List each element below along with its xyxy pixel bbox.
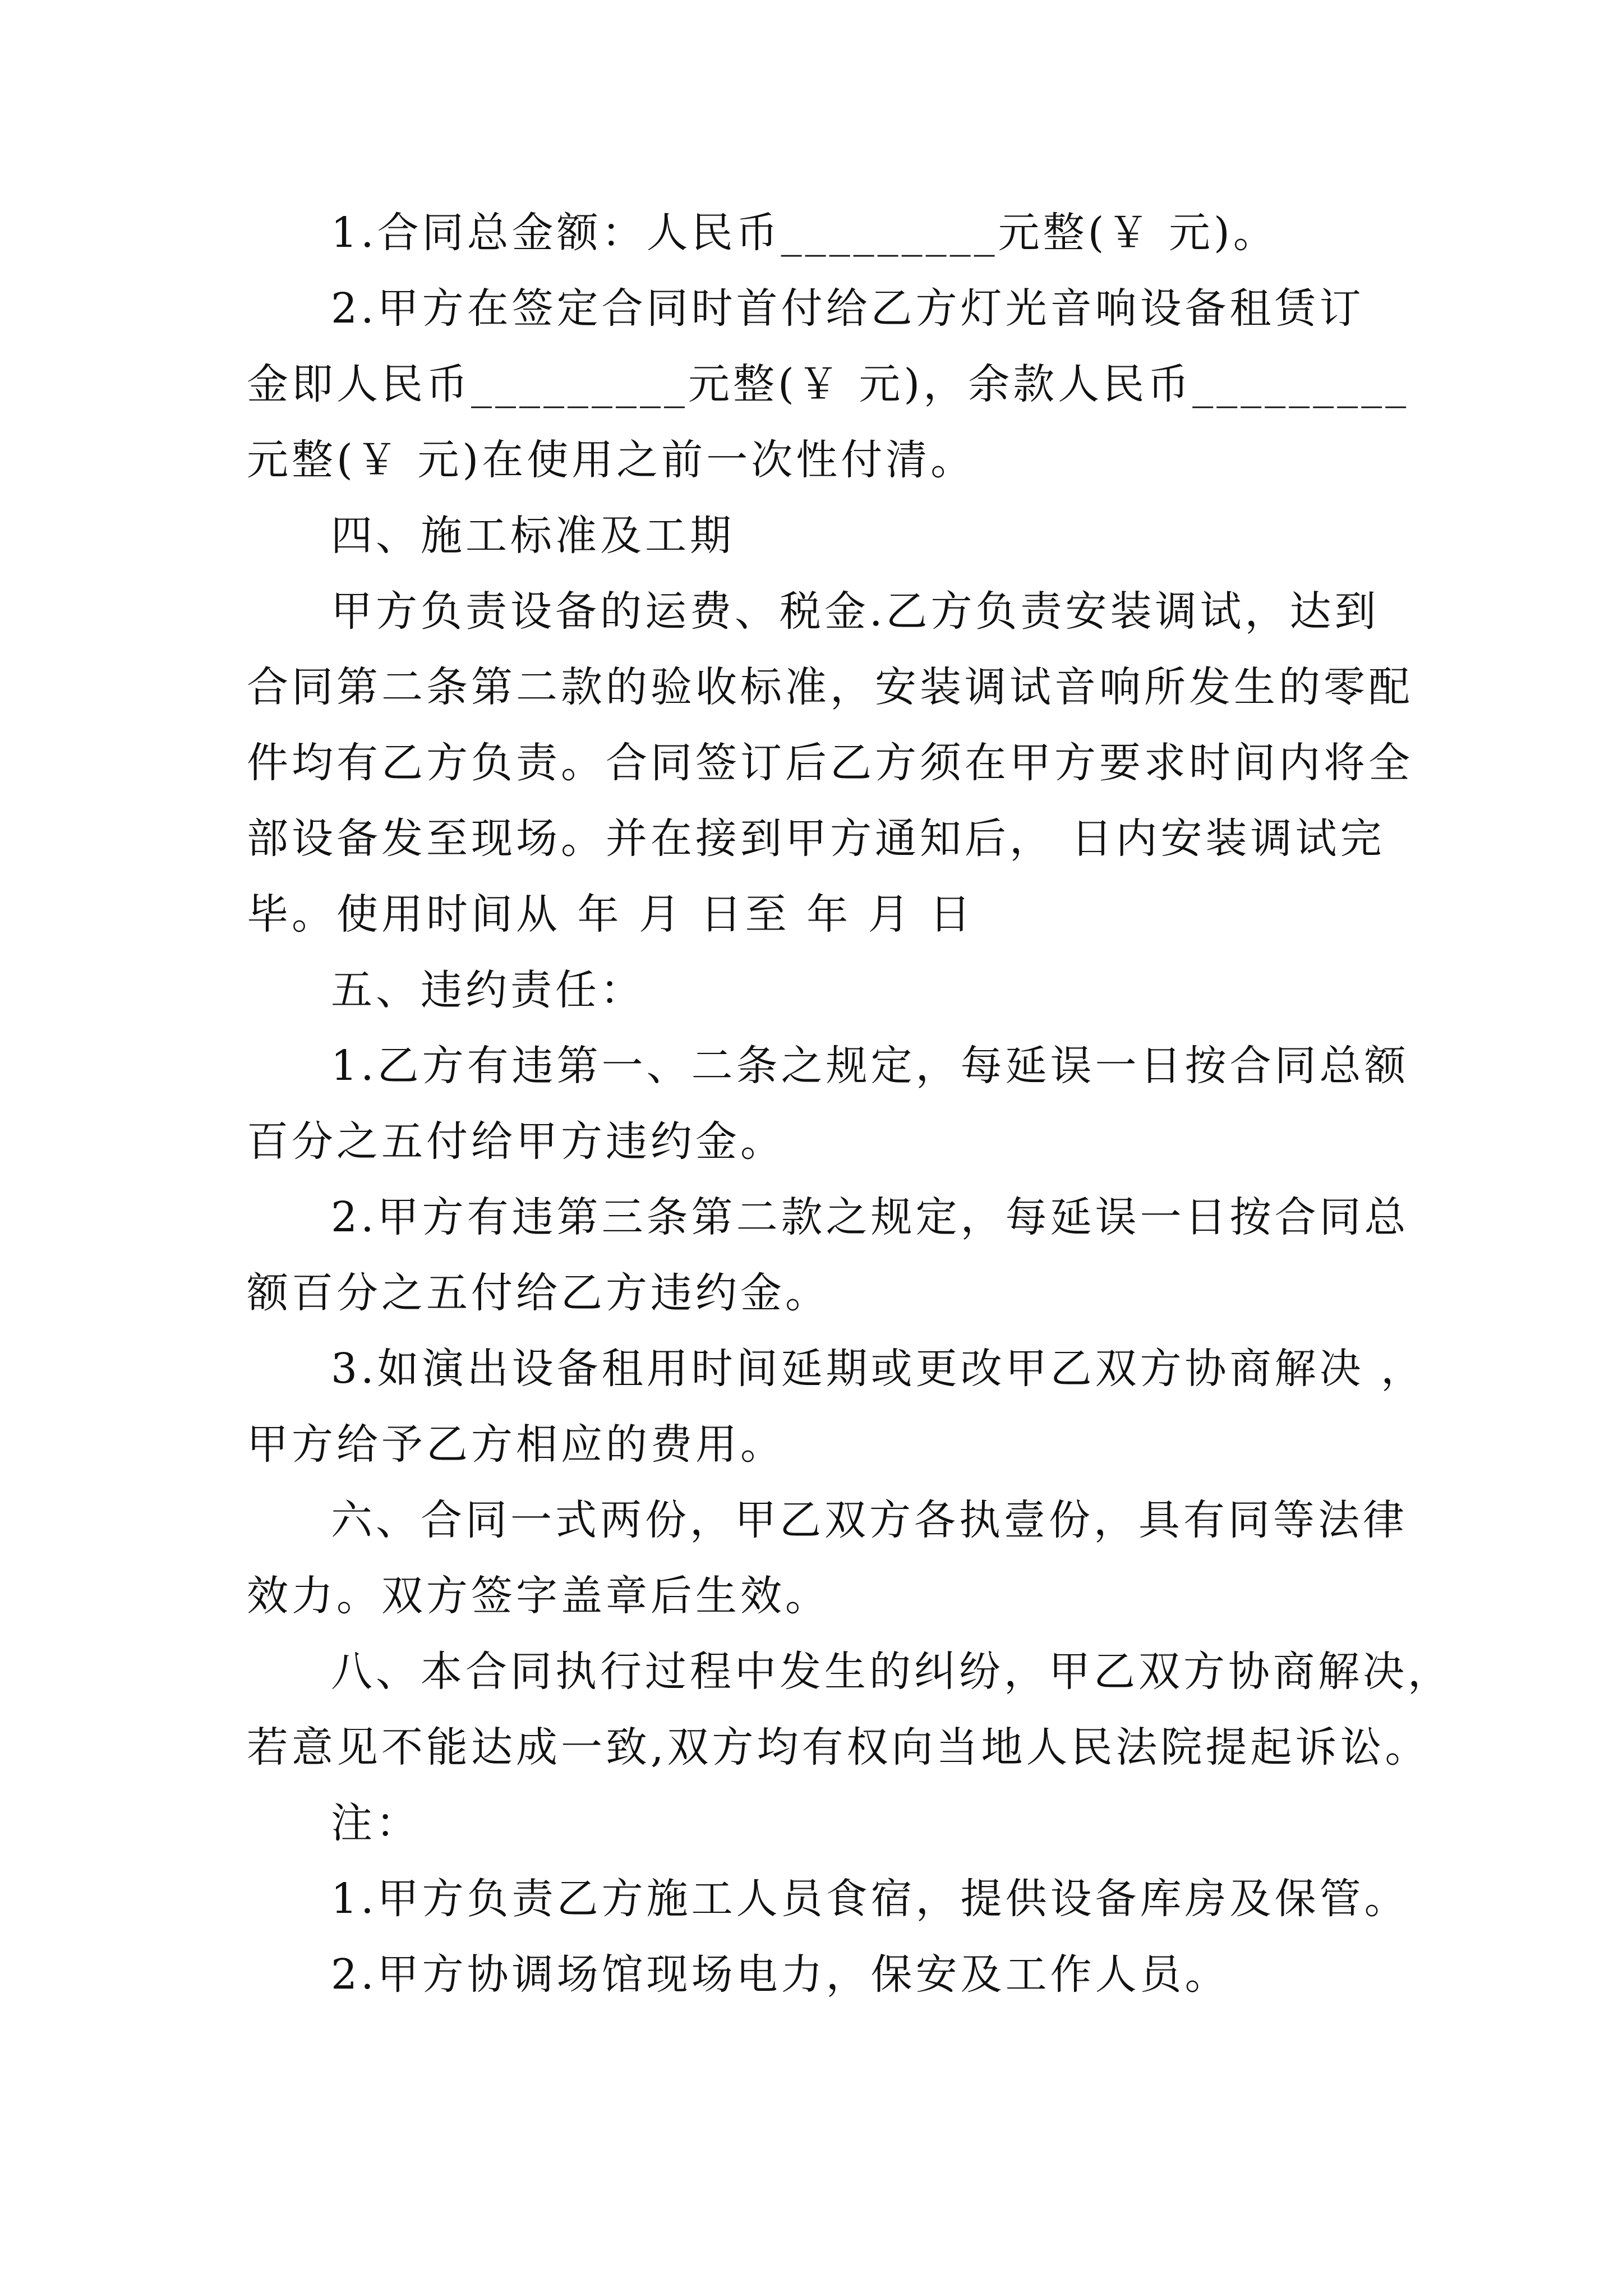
section-8-line-1: 八、本合同执行过程中发生的纠纷，甲乙双方协商解决， [331,1648,1453,1696]
section-4-line-2: 合同第二条第二款的验收标准，安装调试音响所发生的零配 [247,663,1413,711]
section-5-item-2-line-1: 2.甲方有违第三条第二款之规定，每延误一日按合同总 [331,1193,1409,1241]
section-5-item-3-line-2: 甲方给予乙方相应的费用。 [247,1420,785,1469]
section-5-item-1-line-2: 百分之五付给甲方违约金。 [247,1117,785,1166]
clause-3-item-2-line-2: 金即人民币_________元整(￥ 元)，余款人民币_________ [247,360,1410,408]
section-4-line-5: 毕。使用时间从 年 月 日至 年 月 日 [247,890,975,938]
notes-heading: 注： [331,1799,421,1847]
clause-3-item-2-line-3: 元整(￥ 元)在使用之前一次性付清。 [247,436,976,484]
section-6-line-2: 效力。双方签字盖章后生效。 [247,1572,830,1620]
section-heading-5: 五、违约责任： [331,966,645,1014]
section-8-line-2: 若意见不能达成一致,双方均有权向当地人民法院提起诉讼。 [247,1723,1430,1772]
section-4-line-1: 甲方负责设备的运费、税金.乙方负责安装调试，达到 [331,587,1380,636]
section-5-item-3-line-1: 3.如演出设备租用时间延期或更改甲乙双方协商解决 ， [331,1345,1426,1393]
clause-3-item-2-line-1: 2.甲方在签定合同时首付给乙方灯光音响设备租赁订 [331,284,1364,333]
note-item-1: 1.甲方负责乙方施工人员食宿，提供设备库房及保管。 [331,1875,1409,1923]
section-heading-4: 四、施工标准及工期 [331,512,735,560]
section-5-item-2-line-2: 额百分之五付给乙方违约金。 [247,1269,830,1317]
section-5-item-1-line-1: 1.乙方有违第一、二条之规定，每延误一日按合同总额 [331,1042,1409,1090]
clause-3-item-1: 1.合同总金额：人民币_________元整(￥ 元)。 [331,209,1278,257]
section-4-line-4: 部设备发至现场。并在接到甲方通知后， 日内安装调试完 [247,815,1385,863]
section-6-line-1: 六、合同一式两份，甲乙双方各执壹份，具有同等法律 [331,1496,1408,1544]
note-item-2: 2.甲方协调场馆现场电力，保安及工作人员。 [331,1950,1230,1999]
section-4-line-3: 件均有乙方负责。合同签订后乙方须在甲方要求时间内将全 [247,739,1413,787]
